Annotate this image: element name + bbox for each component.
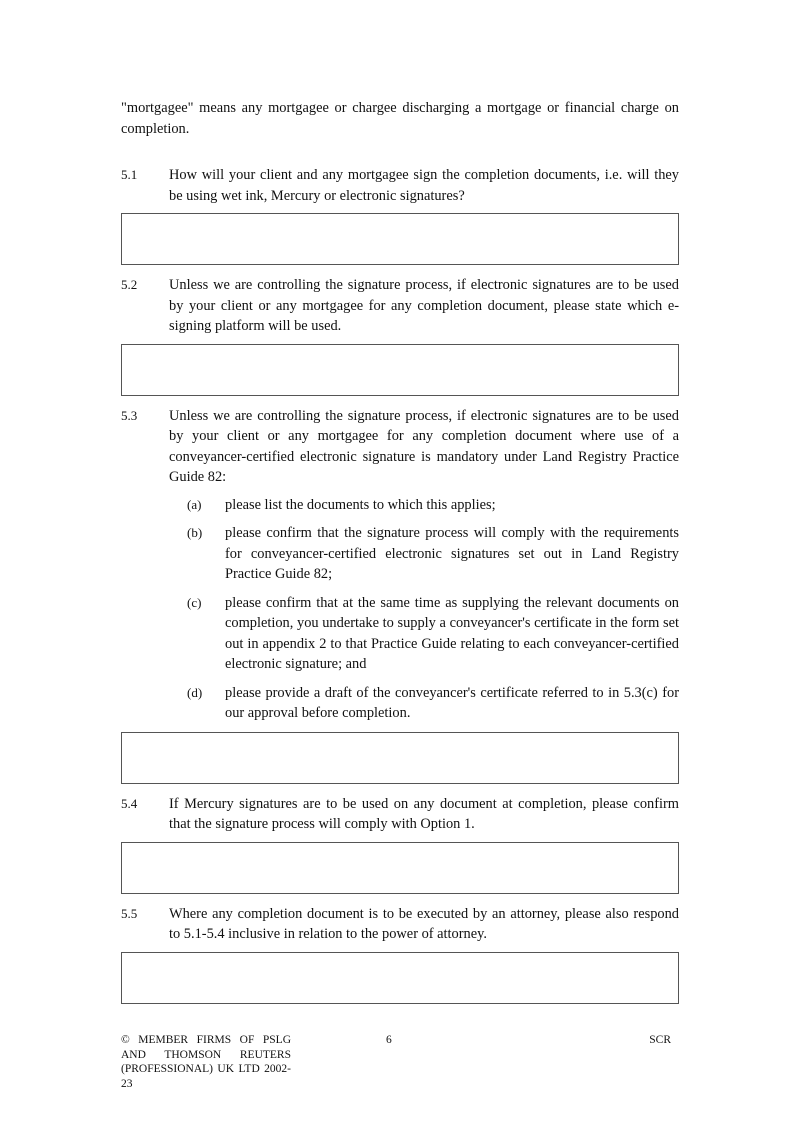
answer-box-5-4[interactable] xyxy=(121,842,679,894)
document-code: SCR xyxy=(649,1034,671,1046)
question-number: 5.1 xyxy=(121,167,138,182)
question-number: 5.3 xyxy=(121,407,138,423)
answer-box-5-3[interactable] xyxy=(121,732,679,784)
question-number: 5.2 xyxy=(121,277,138,292)
question-text: How will your client and any mortgagee sign the completion documents, i.e. will they be using wet ink, Mercury or electronic signatures? xyxy=(169,167,679,204)
subitem-label: (b) xyxy=(187,525,203,540)
question-5-2 xyxy=(121,275,679,337)
copyright-notice: © MEMBER FIRMS OF PSLG AND THOMSON REUTERS (PROFESSIONAL) UK LTD 2002-23 xyxy=(121,1034,291,1090)
subitem-a xyxy=(187,495,679,516)
answer-box-5-1[interactable] xyxy=(121,213,679,265)
answer-box-5-2[interactable] xyxy=(121,344,679,396)
subitem-text: please provide a draft of the conveyancer's certificate referred to in 5.3(c) for our approval before completion. xyxy=(225,684,679,721)
question-text: If Mercury signatures are to be used on any document at completion, please confirm that the signature process will comply with Option 1. xyxy=(169,795,679,832)
subitem-label: (c) xyxy=(187,594,202,610)
question-5-1 xyxy=(121,165,679,206)
document-body xyxy=(121,98,679,1014)
question-5-5 xyxy=(121,904,679,945)
question-number: 5.4 xyxy=(121,795,138,811)
answer-box-5-5[interactable] xyxy=(121,952,679,1004)
page-number: 6 xyxy=(386,1034,392,1046)
subitem-text: please confirm that at the same time as supplying the relevant documents on completion, you undertake to supply a conveyancer's certificate in the form set out in appendix 2 to that Practice Guide relating to each conveyancer-certified electronic signature; and xyxy=(225,594,679,672)
question-text: Where any completion document is to be executed by an attorney, please also respond to 5.1-5.4 inclusive in relation to the power of attorney. xyxy=(169,905,679,942)
subitem-label: (a) xyxy=(187,496,202,512)
question-number: 5.5 xyxy=(121,905,138,921)
subitem-label: (d) xyxy=(187,684,203,700)
question-text: Unless we are controlling the signature process, if electronic signatures are to be used by your client or any mortgagee for any completion document where use of a conveyancer-certified electronic signature is mandatory under Land Registry Practice Guide 82: xyxy=(169,407,679,485)
subitem-b xyxy=(187,523,679,585)
question-text: Unless we are controlling the signature process, if electronic signatures are to be used by your client or any mortgagee for any completion document, please state which e-signing platform will be used. xyxy=(169,277,679,334)
subitem-d xyxy=(187,683,679,724)
intro-definition: "mortgagee" means any mortgagee or chargee discharging a mortgage or financial charge on completion. xyxy=(121,100,679,137)
subitem-c xyxy=(187,593,679,675)
subitem-text: please confirm that the signature process will comply with the requirements for conveyancer-certified electronic signatures set out in Land Registry Practice Guide 82; xyxy=(225,525,679,582)
question-5-3 xyxy=(121,406,679,488)
subitem-text: please list the documents to which this applies; xyxy=(225,496,496,513)
question-5-4 xyxy=(121,794,679,835)
